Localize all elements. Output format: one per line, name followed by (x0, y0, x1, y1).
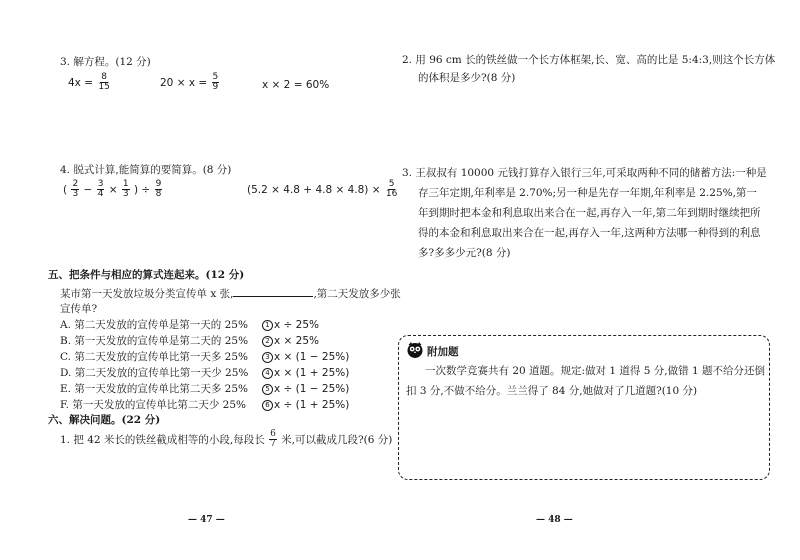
expression-1: ( $\frac{2}{3}$ − $\frac{3}{4}$ × $\frac{1}{3}$ ) ÷ $\frac{9}{8}$ (63, 179, 162, 200)
owl-mascot-icon (406, 341, 424, 359)
fraction: $\frac{3}{4}$ (97, 179, 104, 200)
section-5-title: 五、把条件与相应的算式连起来。(12 分) (48, 269, 245, 281)
bonus-line-2: 扣 3 分,不做不给分。兰兰得了 84 分,她做对了几道题?(10 分) (406, 385, 698, 397)
condition-b[interactable]: B. 第一天发放的宣传单是第二天的 25% (60, 335, 249, 347)
q3-title: 3. 解方程。(12 分) (60, 56, 151, 68)
fraction: $\frac{1}{3}$ (122, 179, 129, 200)
condition-a[interactable]: A. 第二天发放的宣传单是第一天的 25% (60, 319, 248, 331)
condition-c[interactable]: C. 第二天发放的宣传单比第一天多 25% (60, 351, 249, 363)
page-number-left: — 47 — (188, 515, 225, 525)
right-q3-line-2: 存三年定期,年利率是 2.70%;另一种是先存一年期,年利率是 2.25%,第一 (418, 187, 757, 199)
formula-3[interactable]: 3 x × (1 − 25%) (262, 350, 349, 364)
equation-1: 4x = $\frac{8}{15}$ (68, 72, 110, 93)
page-number-right: — 48 — (536, 515, 573, 525)
q4-title: 4. 脱式计算,能简算的要简算。(8 分) (60, 164, 232, 176)
right-q2-line-1: 2. 用 96 cm 长的铁丝做一个长方体框架,长、宽、高的比是 5:4:3,则这个长方体 (402, 54, 776, 66)
right-q3-line-1: 3. 王叔叔有 10000 元钱打算存入银行三年,可采取两种不同的储蓄方法:一种是 (402, 167, 767, 179)
fraction: $\frac{8}{15}$ (98, 72, 110, 93)
condition-e[interactable]: E. 第一天发放的宣传单比第二天多 25% (60, 383, 249, 395)
fraction: $\frac{9}{8}$ (155, 179, 162, 200)
section-6-title: 六、解决问题。(22 分) (48, 414, 161, 426)
formula-5[interactable]: 5 x ÷ (1 − 25%) (262, 382, 349, 396)
right-q2-line-2: 的体积是多少?(8 分) (418, 72, 516, 84)
fraction: $\frac{5}{16}$ (385, 179, 398, 200)
formula-2[interactable]: 2 x × 25% (262, 334, 319, 348)
bonus-line-1: 一次数学竞赛共有 20 道题。规定:做对 1 道得 5 分,做错 1 题不给分还倒 (425, 365, 765, 377)
right-q3-line-3: 年到期时把本金和利息取出来合在一起,再存入一年,第二年到期时继续把所 (418, 207, 761, 219)
expression-2: (5.2 × 4.8 + 4.8 × 4.8) × $\frac{5}{16}$ (247, 179, 398, 200)
right-q3-line-4: 得的本金和利息取出来合在一起,再存入一年,这两种方法哪一种得到的利息 (418, 227, 761, 239)
condition-d[interactable]: D. 第二天发放的宣传单比第一天少 25% (60, 367, 249, 379)
equation-2: 20 × x = $\frac{5}{9}$ (160, 72, 219, 93)
formula-1[interactable]: 1 x ÷ 25% (262, 318, 319, 332)
bonus-title: 附加题 (427, 346, 459, 358)
fraction: $\frac{5}{9}$ (212, 72, 219, 93)
condition-f[interactable]: F. 第一天发放的宣传单比第二天少 25% (60, 399, 247, 411)
right-q3-line-5: 多?多多少元?(8 分) (418, 247, 511, 259)
formula-6[interactable]: 6 x ÷ (1 + 25%) (262, 398, 349, 412)
fraction: $\frac{6}{7}$ (270, 429, 276, 450)
section-6-question-1: 1. 把 42 米长的铁丝截成相等的小段,每段长 $\frac{6}{7}$ 米,可以截成几段?(6 分) (60, 429, 393, 450)
section-5-stem: 某市第一天发放垃圾分类宣传单 x 张, ,第二天发放多少张 (60, 288, 401, 300)
section-5-stem-line2: 宣传单? (60, 303, 98, 315)
equation-3: x × 2 = 60% (262, 79, 330, 91)
answer-blank[interactable] (233, 286, 313, 297)
fraction: $\frac{2}{3}$ (72, 179, 79, 200)
formula-4[interactable]: 4 x × (1 + 25%) (262, 366, 349, 380)
